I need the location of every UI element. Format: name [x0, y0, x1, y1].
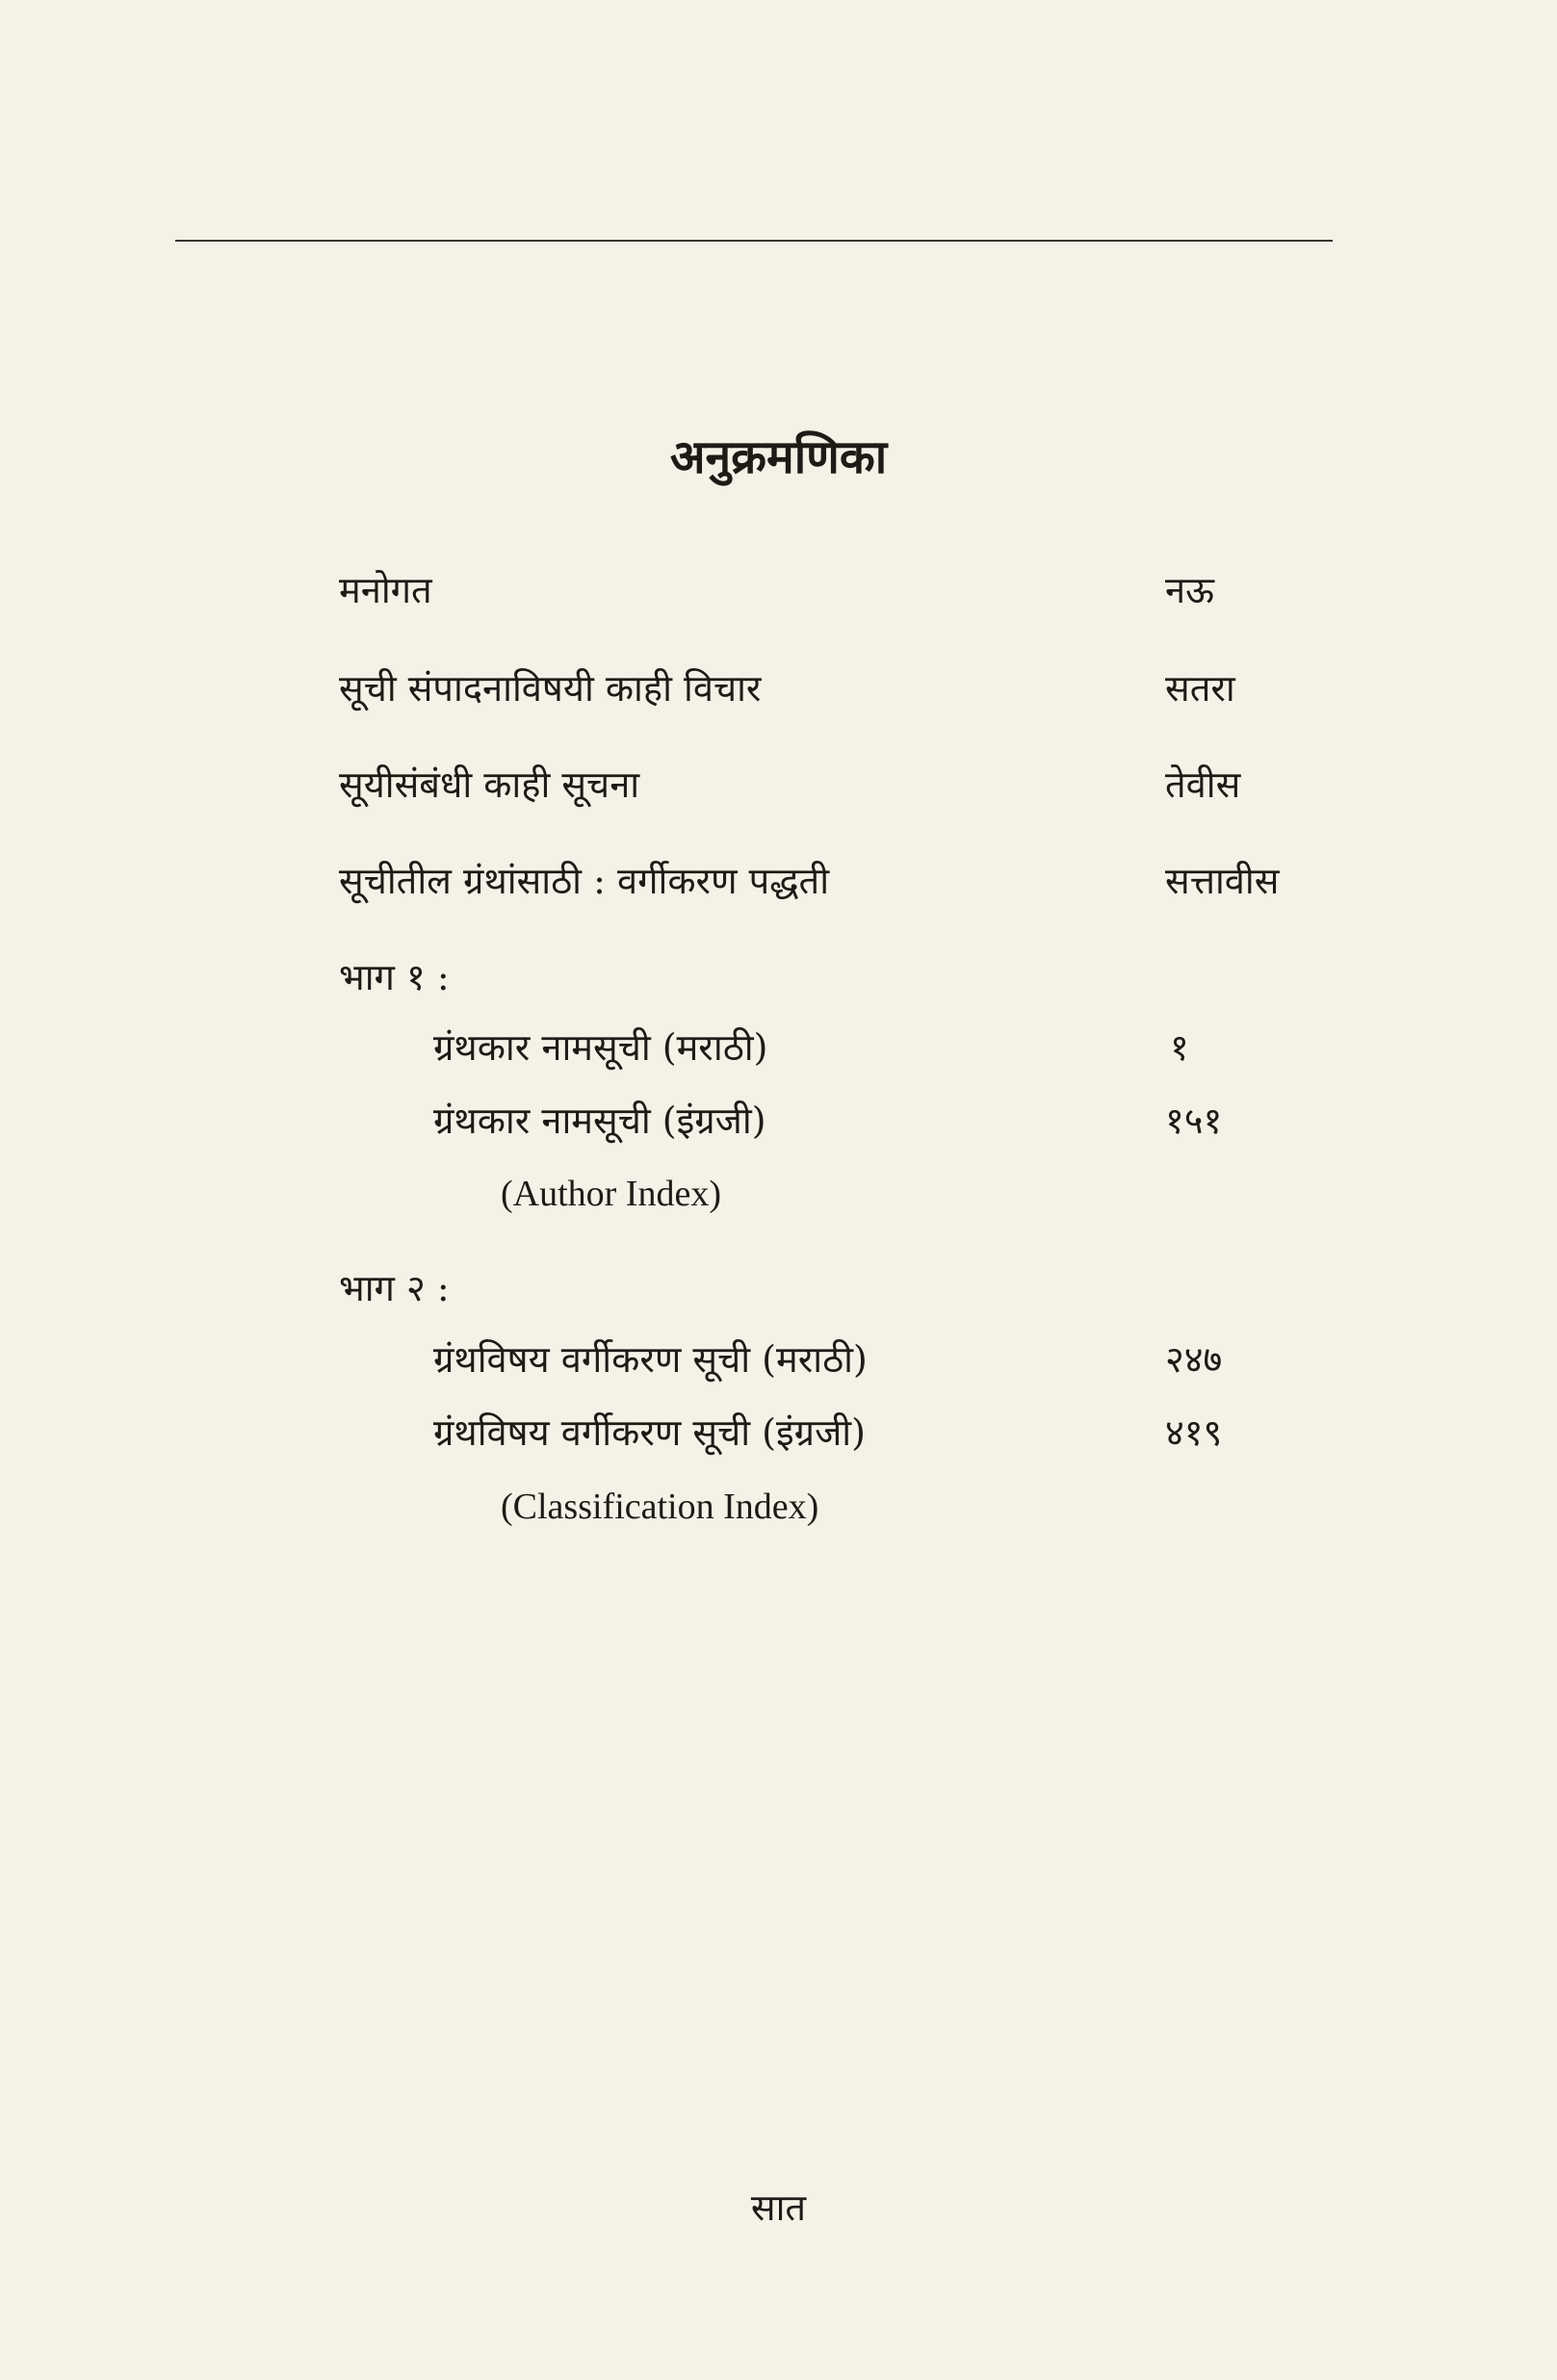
part-heading: भाग १ :: [339, 956, 450, 998]
classification-index-note: (Classification Index): [501, 1487, 819, 1527]
part-heading: भाग २ :: [339, 1267, 450, 1309]
page-title: अनुक्रमणिका: [669, 430, 888, 484]
toc-subentry: [0, 1023, 1557, 1072]
toc-entry: [0, 664, 1557, 712]
entry-page: सत्तावीस: [1165, 860, 1280, 902]
toc-entry: [0, 566, 1557, 614]
entry-label: सूची संपादनाविषयी काही विचार: [339, 667, 762, 710]
subentry-page: १: [1170, 1026, 1189, 1069]
entry-page: नऊ: [1165, 569, 1214, 611]
subentry-page: ४१९: [1165, 1411, 1223, 1454]
toc-subentry: [0, 1097, 1557, 1145]
header-rule: [175, 240, 1333, 242]
toc-entry: [0, 761, 1557, 809]
subentry-label: ग्रंथविषय वर्गीकरण सूची (मराठी): [433, 1338, 868, 1381]
entry-page: सतरा: [1165, 667, 1235, 710]
toc-subentry: [0, 1409, 1557, 1457]
subentry-page: २४७: [1165, 1338, 1223, 1381]
toc-subentry: [0, 1335, 1557, 1384]
subentry-page: १५१: [1165, 1099, 1223, 1142]
page-number: सात: [750, 2186, 807, 2229]
subentry-label: ग्रंथकार नामसूची (इंग्रजी): [433, 1099, 766, 1142]
entry-label: सूचीतील ग्रंथांसाठी : वर्गीकरण पद्धती: [339, 860, 830, 902]
subentry-label: ग्रंथविषय वर्गीकरण सूची (इंग्रजी): [433, 1411, 866, 1454]
entry-label: मनोगत: [339, 569, 432, 611]
toc-entry: [0, 857, 1557, 905]
subentry-label: ग्रंथकार नामसूची (मराठी): [433, 1026, 768, 1069]
author-index-note: (Author Index): [501, 1174, 721, 1214]
entry-label: सूयीसंबंधी काही सूचना: [339, 763, 640, 806]
entry-page: तेवीस: [1165, 763, 1241, 806]
